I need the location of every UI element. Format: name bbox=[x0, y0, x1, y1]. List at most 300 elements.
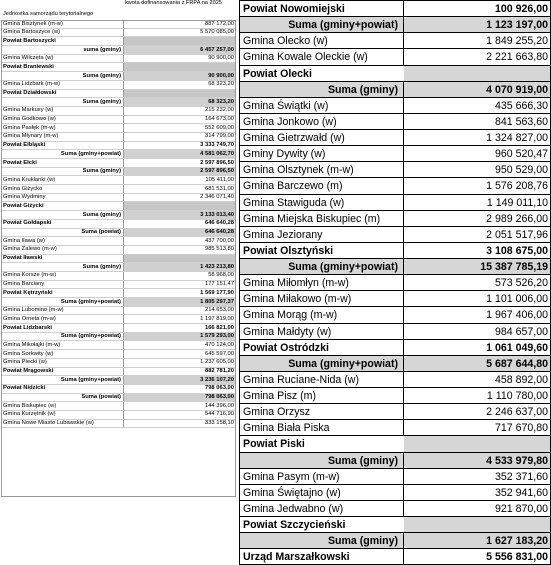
column-divider bbox=[403, 388, 404, 403]
row-amount: 681 531,00 bbox=[204, 185, 234, 192]
column-divider bbox=[123, 63, 124, 71]
row-name: Gmina Świątki (w) bbox=[243, 99, 329, 112]
table-row bbox=[240, 178, 551, 194]
row-name: Gmina Biała Piska bbox=[243, 422, 330, 435]
table-row bbox=[1, 350, 236, 359]
row-amount: 950 529,00 bbox=[494, 164, 548, 177]
row-amount: 1 123 197,00 bbox=[486, 19, 548, 32]
table-row bbox=[1, 194, 236, 203]
header-amount-label: kwota dofinansowania z FRPA na 2025 bbox=[125, 0, 222, 6]
row-name: Gmina Miejska Biskupiec (m) bbox=[243, 212, 381, 225]
row-name: Gmina Barciany bbox=[3, 281, 45, 288]
table-row bbox=[1, 81, 236, 90]
row-amount: 552 609,00 bbox=[204, 124, 234, 131]
row-name: Suma (gminy) bbox=[327, 535, 398, 548]
table-row bbox=[240, 404, 551, 420]
column-divider bbox=[123, 211, 124, 219]
row-amount: 960 520,47 bbox=[494, 148, 548, 161]
row-name: Gmina Piecki (w) bbox=[3, 359, 47, 366]
row-name: Suma (gminy+powiat) bbox=[60, 298, 121, 305]
row-amount: 2 989 266,00 bbox=[486, 212, 548, 225]
row-name: Gmina Zalewo (m-w) bbox=[3, 246, 57, 253]
table-row bbox=[1, 289, 236, 298]
column-divider bbox=[123, 359, 124, 367]
left-table bbox=[1, 0, 236, 497]
table-row bbox=[240, 388, 551, 404]
row-amount: 4 581 062,70 bbox=[200, 150, 234, 157]
row-amount: 352 371,60 bbox=[494, 470, 548, 483]
column-divider bbox=[403, 533, 404, 548]
row-name: Gmina Iława (w) bbox=[3, 237, 45, 244]
row-name: Powiat Bartoszycki bbox=[3, 37, 56, 44]
table-row bbox=[1, 411, 236, 420]
column-divider bbox=[123, 202, 124, 210]
table-row bbox=[240, 82, 551, 98]
table-row bbox=[1, 168, 236, 177]
row-amount: 458 892,00 bbox=[494, 373, 548, 386]
row-name: Suma (gminy+powiat) bbox=[60, 376, 121, 383]
right-table bbox=[239, 0, 551, 564]
row-amount: 437 700,00 bbox=[204, 237, 234, 244]
column-divider bbox=[403, 211, 404, 226]
row-amount: 1 423 213,80 bbox=[200, 263, 234, 270]
table-row bbox=[1, 281, 236, 290]
column-divider bbox=[403, 485, 404, 500]
table-row bbox=[1, 394, 236, 403]
row-name: Gmina Wydminy bbox=[3, 194, 46, 201]
row-amount: 717 670,80 bbox=[494, 422, 548, 435]
row-amount: 798 063,00 bbox=[204, 385, 234, 392]
row-amount: 1 805 297,37 bbox=[200, 298, 234, 305]
row-amount: 105 411,00 bbox=[205, 176, 234, 183]
column-divider bbox=[123, 98, 124, 106]
column-divider bbox=[403, 291, 404, 306]
table-row bbox=[240, 533, 551, 549]
row-amount: 1 569 177,90 bbox=[200, 289, 234, 296]
column-divider bbox=[403, 549, 404, 564]
shaded-cell bbox=[404, 436, 550, 451]
column-divider bbox=[123, 298, 124, 306]
column-divider bbox=[123, 333, 124, 341]
row-amount: 100 926,00 bbox=[494, 3, 548, 15]
table-row bbox=[1, 246, 236, 255]
row-name: Gmina Pasłęk (m-w) bbox=[3, 124, 56, 131]
column-divider bbox=[123, 150, 124, 158]
shaded-cell bbox=[124, 90, 236, 98]
row-amount: 90 900,00 bbox=[208, 72, 234, 79]
row-name: suma (gminy) bbox=[83, 46, 121, 53]
table-row bbox=[240, 114, 551, 130]
row-name: Powiat Braniewski bbox=[3, 63, 54, 70]
row-name: Gmina Morąg (m-w) bbox=[243, 309, 338, 322]
column-divider bbox=[123, 142, 124, 150]
column-divider bbox=[403, 307, 404, 322]
row-name: Suma (powiat) bbox=[81, 394, 121, 401]
column-divider bbox=[123, 37, 124, 45]
table-row bbox=[1, 159, 236, 168]
column-divider bbox=[123, 341, 124, 349]
row-name: Suma (gminy) bbox=[327, 83, 398, 96]
row-amount: 333 158,10 bbox=[204, 420, 234, 427]
row-name: Powiat Działdowski bbox=[3, 90, 57, 96]
shaded-cell bbox=[404, 66, 550, 81]
column-divider bbox=[403, 324, 404, 339]
row-name: Gmina Małdyty (w) bbox=[243, 325, 332, 338]
row-name: Gmina Miłomłyn (m-w) bbox=[243, 277, 349, 290]
column-divider bbox=[403, 259, 404, 274]
column-divider bbox=[123, 324, 124, 332]
row-amount: 177 151,47 bbox=[204, 281, 234, 288]
column-divider bbox=[123, 237, 124, 245]
column-divider bbox=[123, 72, 124, 80]
row-name: Gmina Lidzbark (m-w) bbox=[3, 81, 61, 88]
column-divider bbox=[123, 402, 124, 410]
column-divider bbox=[123, 194, 124, 202]
row-amount: 646 640,28 bbox=[204, 220, 234, 227]
table-row bbox=[1, 402, 236, 411]
table-row bbox=[240, 17, 551, 33]
row-amount: 4 070 919,00 bbox=[486, 83, 548, 96]
row-name: Suma (gminy) bbox=[82, 72, 121, 79]
row-amount: 3 333 749,70 bbox=[200, 142, 234, 149]
table-row bbox=[240, 420, 551, 436]
row-amount: 1 237 605,00 bbox=[200, 359, 234, 366]
row-name: Powiat Iławski bbox=[3, 255, 43, 262]
row-amount: 1 061 049,60 bbox=[486, 341, 548, 354]
table-row bbox=[240, 1, 551, 17]
row-name: Gmina Jeziorany bbox=[243, 228, 323, 241]
header-unit-label: Jednostka samorządu terytorialnego bbox=[3, 11, 94, 17]
table-row bbox=[1, 185, 236, 194]
row-amount: 215 232,00 bbox=[204, 107, 234, 114]
row-name: Gmina Kurzętnik (w) bbox=[3, 411, 56, 418]
column-divider bbox=[123, 107, 124, 115]
row-amount: 144 396,00 bbox=[204, 402, 234, 409]
row-name: Suma (gminy) bbox=[82, 263, 121, 270]
row-name: Gmina Barczewo (m) bbox=[243, 180, 343, 193]
table-row bbox=[1, 107, 236, 116]
column-divider bbox=[403, 178, 404, 193]
row-name: Gmina Jonkowo (w) bbox=[243, 115, 337, 128]
row-name: Suma (gminy) bbox=[82, 168, 121, 175]
table-row bbox=[1, 124, 236, 133]
row-amount: 646 640,28 bbox=[204, 229, 234, 235]
column-divider bbox=[123, 124, 124, 132]
row-amount: 1 627 183,20 bbox=[486, 535, 548, 548]
table-row bbox=[1, 90, 236, 99]
column-divider bbox=[123, 116, 124, 124]
table-row bbox=[240, 307, 551, 323]
column-divider bbox=[403, 275, 404, 290]
table-row bbox=[1, 272, 236, 281]
row-name: Gmina Biskupiec (w) bbox=[3, 402, 57, 409]
column-divider bbox=[123, 420, 124, 428]
row-amount: 15 387 785,19 bbox=[480, 261, 548, 273]
row-name: Powiat Gołdapski bbox=[3, 220, 52, 227]
table-row bbox=[1, 72, 236, 81]
row-amount: 58 968,00 bbox=[208, 272, 234, 279]
row-name: Powiat Giżycki bbox=[3, 202, 44, 209]
table-row bbox=[1, 37, 236, 46]
row-name: Gmina Pisz (m) bbox=[243, 390, 316, 402]
column-divider bbox=[403, 356, 404, 371]
table-row bbox=[1, 142, 236, 151]
row-amount: 2 221 663,80 bbox=[486, 51, 548, 64]
table-row bbox=[1, 376, 236, 385]
table-row bbox=[1, 116, 236, 125]
row-amount: 2 051 517,96 bbox=[486, 228, 548, 241]
table-row bbox=[240, 130, 551, 146]
table-row bbox=[240, 324, 551, 340]
row-amount: 68 323,20 bbox=[208, 98, 234, 105]
column-divider bbox=[123, 307, 124, 315]
row-amount: 1 149 011,10 bbox=[486, 196, 548, 209]
row-name: Powiat Ełcki bbox=[3, 159, 37, 166]
row-amount: 3 236 107,20 bbox=[200, 376, 234, 383]
row-name: Gmina Bartoszyce (w) bbox=[3, 29, 61, 36]
row-amount: 68 323,20 bbox=[208, 81, 234, 88]
column-divider bbox=[403, 82, 404, 97]
table-row bbox=[1, 202, 236, 211]
table-row bbox=[240, 501, 551, 517]
row-amount: 1 197 819,00 bbox=[200, 315, 234, 322]
row-name: Gmina Olsztynek (m-w) bbox=[243, 164, 354, 177]
column-divider bbox=[403, 195, 404, 210]
table-row bbox=[1, 63, 236, 72]
row-amount: 352 941,60 bbox=[494, 486, 548, 499]
column-divider bbox=[123, 263, 124, 271]
row-name: Powiat Olecki bbox=[243, 67, 312, 80]
table-row bbox=[1, 341, 236, 350]
row-amount: 1 324 827,00 bbox=[486, 132, 548, 144]
row-amount: 573 526,20 bbox=[494, 277, 548, 290]
table-row bbox=[1, 324, 236, 333]
table-row bbox=[1, 55, 236, 64]
column-divider bbox=[123, 368, 124, 376]
row-name: Powiat Szczycieński bbox=[243, 519, 346, 531]
table-row bbox=[240, 243, 551, 259]
row-amount: 1 579 293,00 bbox=[200, 333, 234, 340]
table-row bbox=[240, 549, 551, 565]
row-amount: 1 110 780,00 bbox=[486, 390, 548, 402]
column-divider bbox=[123, 81, 124, 89]
column-divider bbox=[123, 133, 124, 141]
row-name: Powiat Lidzbarski bbox=[3, 324, 52, 331]
row-amount: 435 666,30 bbox=[494, 99, 548, 112]
column-divider bbox=[403, 227, 404, 242]
column-divider bbox=[123, 272, 124, 280]
shaded-cell bbox=[124, 255, 236, 263]
right-table-rows bbox=[239, 0, 551, 565]
table-row bbox=[240, 469, 551, 485]
row-name: Gmina Nowe Miasto Lubawskie (w) bbox=[3, 420, 94, 427]
column-divider bbox=[123, 20, 124, 28]
column-divider bbox=[123, 385, 124, 393]
row-amount: 166 821,00 bbox=[204, 324, 234, 331]
column-divider bbox=[123, 90, 124, 98]
table-row bbox=[1, 333, 236, 342]
row-name: Suma (gminy) bbox=[82, 98, 121, 105]
row-name: Powiat Ostródzki bbox=[243, 341, 329, 354]
column-divider bbox=[123, 376, 124, 384]
table-row bbox=[240, 453, 551, 469]
column-divider bbox=[123, 46, 124, 54]
table-row bbox=[1, 229, 236, 238]
table-row bbox=[240, 356, 551, 372]
row-amount: 3 108 675,00 bbox=[486, 244, 548, 257]
table-row bbox=[240, 146, 551, 162]
row-amount: 5 556 831,00 bbox=[486, 551, 548, 564]
row-amount: 882 781,20 bbox=[204, 368, 234, 374]
shaded-cell bbox=[404, 517, 550, 532]
row-amount: 544 716,90 bbox=[204, 411, 234, 418]
table-row bbox=[1, 133, 236, 142]
row-amount: 1 576 208,76 bbox=[486, 180, 548, 193]
row-name: Gminy Dywity (w) bbox=[243, 148, 326, 161]
column-divider bbox=[403, 17, 404, 32]
table-row bbox=[1, 29, 236, 38]
table-row bbox=[1, 263, 236, 272]
row-amount: 841 563,60 bbox=[494, 115, 548, 128]
left-table-rows bbox=[1, 20, 236, 428]
table-row bbox=[240, 49, 551, 65]
table-row bbox=[1, 176, 236, 185]
table-row bbox=[1, 237, 236, 246]
row-amount: 798 063,00 bbox=[204, 394, 234, 401]
row-name: Powiat Olsztyński bbox=[243, 244, 334, 257]
row-name: Suma (gminy+powiat) bbox=[60, 333, 121, 340]
column-divider bbox=[123, 29, 124, 37]
column-divider bbox=[403, 404, 404, 419]
row-name: Gmina Miłakowo (m-w) bbox=[243, 293, 352, 306]
table-row bbox=[240, 211, 551, 227]
row-name: Gmina Orzysz bbox=[243, 406, 311, 419]
row-name: Gmina Gietrzwałd (w) bbox=[243, 132, 345, 144]
row-name: Gmina Ruciane-Nida (w) bbox=[243, 373, 359, 386]
table-row bbox=[1, 307, 236, 316]
row-name: Powiat Nowomiejski bbox=[243, 3, 345, 15]
row-name: Suma (gminy+powiat) bbox=[288, 19, 398, 32]
row-name: Gmina Kruklanki (w) bbox=[3, 176, 56, 183]
row-name: Gmina Mikołajki (m-w) bbox=[3, 341, 61, 348]
row-name: Powiat Mrągowski bbox=[3, 368, 54, 374]
row-name: Gmina Godkowo (w) bbox=[3, 116, 56, 123]
table-row bbox=[1, 98, 236, 107]
row-amount: 5 570 085,00 bbox=[200, 29, 234, 36]
row-name: Suma (gminy+powiat) bbox=[60, 150, 121, 157]
column-divider bbox=[123, 289, 124, 297]
column-divider bbox=[123, 315, 124, 323]
column-divider bbox=[123, 394, 124, 402]
row-name: Powiat Piski bbox=[243, 438, 305, 451]
row-name: Suma (powiat) bbox=[81, 229, 121, 235]
row-name: Suma (gminy) bbox=[82, 211, 121, 218]
table-row bbox=[240, 98, 551, 114]
row-amount: 2 597 896,50 bbox=[200, 168, 234, 175]
shaded-cell bbox=[124, 63, 236, 71]
column-divider bbox=[403, 146, 404, 161]
column-divider bbox=[123, 220, 124, 228]
row-amount: 6 457 257,00 bbox=[200, 46, 234, 53]
row-amount: 1 101 006,00 bbox=[486, 293, 548, 306]
left-table-header bbox=[1, 0, 236, 20]
row-amount: 1 967 406,00 bbox=[486, 309, 548, 322]
table-row bbox=[240, 66, 551, 82]
row-name: Gmina Bisztynek (m-w) bbox=[3, 20, 63, 27]
table-row bbox=[1, 255, 236, 264]
column-divider bbox=[403, 453, 404, 468]
row-amount: 314 799,00 bbox=[204, 133, 234, 140]
row-name: Suma (gminy+powiat) bbox=[288, 261, 398, 273]
column-divider bbox=[123, 246, 124, 254]
column-divider bbox=[403, 49, 404, 64]
shaded-cell bbox=[124, 37, 236, 45]
row-name: Powiat Elbląski bbox=[3, 142, 46, 149]
column-divider bbox=[403, 130, 404, 145]
shaded-cell bbox=[124, 202, 236, 210]
row-amount: 2 346 071,40 bbox=[200, 194, 234, 201]
row-name: Gmina Giżycko bbox=[3, 185, 43, 192]
row-amount: 4 533 979,80 bbox=[486, 454, 548, 467]
table-row bbox=[240, 517, 551, 533]
row-name: Gmina Orneta (m-w) bbox=[3, 315, 56, 322]
row-amount: 645 597,00 bbox=[204, 350, 234, 357]
column-divider bbox=[403, 469, 404, 484]
table-row bbox=[240, 259, 551, 275]
column-divider bbox=[123, 55, 124, 63]
column-divider bbox=[403, 33, 404, 48]
row-name: Gmina Młynary (m-w) bbox=[3, 133, 59, 140]
table-row bbox=[1, 385, 236, 394]
row-amount: 164 673,00 bbox=[204, 116, 234, 123]
column-divider bbox=[403, 1, 404, 16]
row-amount: 5 687 644,80 bbox=[486, 357, 548, 370]
column-divider bbox=[123, 350, 124, 358]
table-row bbox=[240, 195, 551, 211]
row-name: Gmina Kowale Oleckie (w) bbox=[243, 51, 368, 64]
table-row bbox=[1, 150, 236, 159]
row-name: Gmina Stawiguda (w) bbox=[243, 196, 345, 209]
table-row bbox=[240, 436, 551, 452]
row-name: Gmina Markusy (w) bbox=[3, 107, 54, 114]
table-row bbox=[1, 368, 236, 377]
row-name: Suma (gminy+powiat) bbox=[288, 357, 398, 370]
table-row bbox=[1, 220, 236, 229]
row-amount: 2 597 896,50 bbox=[200, 159, 234, 166]
column-divider bbox=[403, 501, 404, 516]
row-amount: 985 513,80 bbox=[204, 246, 234, 253]
row-name: Gmina Świętajno (w) bbox=[243, 486, 341, 499]
row-amount: 3 133 013,40 bbox=[200, 211, 234, 218]
row-name: Suma (gminy) bbox=[327, 454, 398, 467]
column-divider bbox=[123, 168, 124, 176]
column-divider bbox=[403, 372, 404, 387]
column-divider bbox=[123, 185, 124, 193]
row-name: Urząd Marszałkowski bbox=[243, 551, 350, 564]
table-row bbox=[240, 33, 551, 49]
row-amount: 1 849 255,20 bbox=[486, 35, 548, 48]
row-amount: 887 172,00 bbox=[204, 20, 234, 27]
column-divider bbox=[403, 114, 404, 129]
column-divider bbox=[403, 420, 404, 435]
column-divider bbox=[403, 243, 404, 258]
row-amount: 90 900,00 bbox=[208, 55, 234, 62]
column-divider bbox=[123, 159, 124, 167]
table-row bbox=[240, 227, 551, 243]
column-divider bbox=[123, 176, 124, 184]
row-name: Gmina Pasym (m-w) bbox=[243, 470, 340, 483]
table-row bbox=[240, 372, 551, 388]
